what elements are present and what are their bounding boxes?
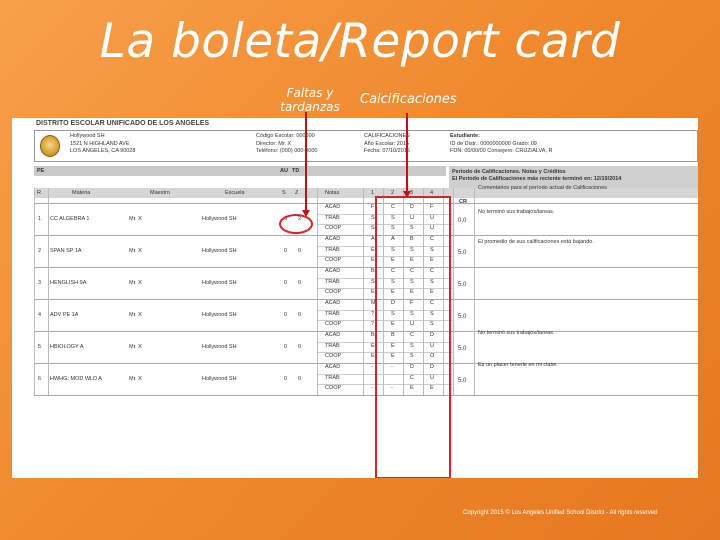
director-line: Director: Mr. X — [256, 140, 292, 147]
grade-cell: E — [430, 385, 434, 392]
column-divider — [474, 188, 475, 395]
grade-cell: E — [371, 353, 375, 360]
table-bottom-line — [34, 395, 698, 396]
col-p1: 1 — [371, 190, 375, 196]
col-s: S — [282, 190, 286, 196]
student-line: Estudiante: — [450, 133, 480, 139]
grade-cell: S — [391, 310, 395, 317]
mark-type: COOP — [325, 225, 342, 232]
col-escuela: Escuela — [225, 190, 245, 196]
course-absences: 0 — [284, 375, 288, 382]
course-divider — [34, 331, 698, 332]
calif-line: Año Escolar: 2015 — [364, 140, 409, 147]
course-number: 5 — [38, 343, 42, 350]
col-materia: Materia — [72, 190, 91, 196]
course-tardies: 0 — [298, 375, 302, 382]
director-info — [256, 133, 317, 156]
mark-type: TRAB — [325, 374, 340, 381]
course-teacher: Mr. X — [129, 343, 142, 350]
course-teacher: Mr. X — [129, 215, 142, 222]
note-calcificaciones: Calcificaciones — [360, 92, 457, 107]
course-school: Hollywood SH — [202, 343, 237, 350]
grade-cell: S — [410, 353, 414, 360]
td-label: TD — [292, 168, 300, 174]
course-tardies: 0 — [298, 343, 302, 350]
course-divider — [34, 235, 698, 236]
grade-cell: E — [410, 289, 414, 296]
course-tardies: 0 — [298, 311, 302, 318]
course-credit: 5.0 — [458, 249, 467, 256]
grade-cell: S — [410, 225, 414, 232]
grade-cell: E — [371, 257, 375, 264]
comment: No terminó sus trabajos/tareas. — [478, 209, 555, 215]
course-number: 6 — [38, 375, 42, 382]
report-card-image — [12, 118, 698, 478]
grade-cell: B — [391, 332, 395, 338]
grade-cell: D — [410, 364, 414, 370]
grade-cell: E — [391, 289, 395, 296]
grade-cell: - — [371, 364, 373, 370]
grade-cell: S — [410, 310, 414, 317]
course-absences: 0 — [284, 343, 288, 350]
mark-type: COOP — [325, 321, 342, 328]
grade-cell: U — [430, 225, 434, 232]
grade-cell: S — [391, 246, 395, 253]
grade-cell: A — [391, 236, 395, 242]
course-absences: 0 — [284, 311, 288, 318]
grade-cell: S — [371, 225, 375, 232]
course-tardies: 0 — [298, 279, 302, 286]
calif-line: CALIFICACIONES — [364, 133, 410, 139]
student-line: FDN: 00/00/00 Consejero: CRUZ/ALVA, R — [450, 148, 553, 154]
calificaciones-info — [364, 133, 410, 156]
grade-cell: S — [430, 321, 434, 328]
period-line: El Periodo de Calificaciones más reciente terminó en: 12/19/2014 — [452, 176, 622, 182]
grade-cell: U — [410, 214, 414, 221]
grade-cell: C — [410, 268, 414, 274]
grade-cell: F — [371, 204, 375, 210]
col-p3: 3 — [410, 190, 414, 196]
course-absences: 0 — [284, 247, 288, 254]
grade-cell: D — [430, 364, 434, 370]
column-divider — [48, 188, 49, 395]
note-faltas: Faltas y tardanzas — [280, 86, 340, 114]
grade-cell: C — [410, 374, 414, 381]
course-tardies: 2 — [298, 215, 302, 222]
grade-cell: S — [391, 278, 395, 285]
school-line: 1521 N HIGHLAND AVE — [70, 140, 130, 147]
course-school: Hollywood SH — [202, 279, 237, 286]
school-line: Hollywood SH — [70, 133, 105, 139]
grade-cell: E — [371, 342, 375, 349]
grade-cell: F — [430, 204, 434, 210]
student-info — [450, 133, 553, 156]
grade-cell: C — [391, 204, 395, 210]
course-subject: ADV PE 1A — [50, 311, 79, 318]
calif-line: Fecha: 07/10/2015 — [364, 148, 410, 154]
mark-type: ACAD — [325, 364, 341, 370]
course-absences: 0 — [284, 215, 288, 222]
grade-cell: E — [430, 257, 434, 264]
grade-cell: E — [391, 257, 395, 264]
col-notas: Notas — [325, 190, 340, 196]
mark-type: ACAD — [325, 332, 341, 338]
au-label: AU — [280, 168, 288, 174]
arrow-down-icon — [302, 210, 310, 217]
grade-cell: D — [410, 204, 414, 210]
course-credit: 0.0 — [458, 217, 467, 224]
course-teacher: Mr. X — [129, 375, 142, 382]
course-divider — [34, 267, 698, 268]
grade-cell: E — [391, 342, 395, 349]
grade-cell: E — [371, 289, 375, 296]
comment: El promedio de sus calificaciones está bajando. — [478, 239, 594, 245]
grade-cell: ? — [371, 321, 375, 328]
column-divider — [34, 188, 35, 395]
grade-cell: S — [371, 214, 375, 221]
mark-type: ACAD — [325, 204, 341, 210]
mark-type: TRAB — [325, 342, 340, 349]
comments-header: Comentarios para el período actual de Calificaciones — [478, 185, 608, 191]
course-subject: HWHG: MOD WLD A — [50, 375, 102, 382]
grade-cell: C — [430, 236, 434, 242]
grade-cell: S — [430, 246, 434, 253]
grade-cell: S — [410, 278, 414, 285]
grade-cell: C — [430, 300, 434, 306]
course-tardies: 0 — [298, 247, 302, 254]
grade-cell: B — [371, 332, 375, 338]
column-divider — [317, 188, 318, 395]
course-subject: SPAN SP 1A — [50, 247, 82, 254]
col-r: R — [37, 190, 41, 196]
course-school: Hollywood SH — [202, 375, 237, 382]
col-maestro: Maestro — [150, 190, 170, 196]
grade-cell: E — [410, 385, 414, 392]
grade-cell: S — [391, 214, 395, 221]
course-school: Hollywood SH — [202, 215, 237, 222]
grade-cell: D — [391, 300, 395, 306]
course-credit: 5.0 — [458, 377, 467, 384]
course-number: 3 — [38, 279, 42, 286]
student-line: ID de Distr.: 0000000000 Grado: 09 — [450, 140, 537, 147]
grade-cell: M — [371, 300, 376, 306]
grade-cell: F — [410, 300, 414, 306]
school-info — [70, 133, 135, 156]
grade-cell: C — [430, 268, 434, 274]
course-school: Hollywood SH — [202, 247, 237, 254]
director-line: Código Escolar: 000000 — [256, 133, 315, 139]
grade-cell: S — [410, 246, 414, 253]
course-credit: 5.0 — [458, 313, 467, 320]
grade-cell: E — [410, 257, 414, 264]
course-school: Hollywood SH — [202, 311, 237, 318]
mark-type: ACAD — [325, 268, 341, 274]
course-divider — [34, 363, 698, 364]
grade-cell: B — [371, 268, 375, 274]
grade-cell: - — [371, 385, 373, 392]
grade-cell: S — [391, 225, 395, 232]
mark-type: TRAB — [325, 278, 340, 285]
course-teacher: Mr. X — [129, 311, 142, 318]
mark-type: COOP — [325, 353, 342, 360]
grade-cell: U — [410, 321, 414, 328]
grades-highlight-rect — [375, 196, 451, 478]
grade-cell: - — [391, 385, 393, 392]
col-z: Z — [295, 190, 299, 196]
grade-cell: C — [391, 268, 395, 274]
district-seal-icon — [40, 135, 60, 157]
course-teacher: Mr. X — [129, 279, 142, 286]
grade-cell: A — [371, 236, 375, 242]
course-number: 4 — [38, 311, 42, 318]
mark-type: TRAB — [325, 310, 340, 317]
course-number: 2 — [38, 247, 42, 254]
course-credit: 5.0 — [458, 281, 467, 288]
course-subject: HENGLISH 9A — [50, 279, 87, 286]
mark-type: TRAB — [325, 214, 340, 221]
director-line: Teléfono: (000) 000-0000 — [256, 148, 318, 154]
mark-type: ACAD — [325, 236, 341, 242]
pe-bar — [34, 166, 446, 176]
course-subject: HBIOLOGY A — [50, 343, 84, 350]
arrow-line-calificaciones — [406, 113, 408, 193]
grade-cell: C — [410, 332, 414, 338]
grade-cell: D — [430, 332, 434, 338]
mark-type: COOP — [325, 289, 342, 296]
mark-type: TRAB — [325, 246, 340, 253]
grade-cell: S — [371, 278, 375, 285]
pe-label: PE — [37, 168, 45, 174]
grade-cell: E — [430, 289, 434, 296]
arrow-down-icon — [403, 190, 414, 198]
comment: No terminó sus trabajos/tareas. — [478, 330, 555, 336]
grade-cell: U — [430, 214, 434, 221]
mark-type: COOP — [325, 257, 342, 264]
grade-cell: B — [410, 236, 414, 242]
grade-cell: ? — [371, 310, 375, 317]
col-p4: 4 — [430, 190, 434, 196]
absences-highlight-oval — [279, 214, 313, 234]
course-teacher: Mr. X — [129, 247, 142, 254]
course-absences: 0 — [284, 279, 288, 286]
grade-cell: S — [430, 310, 434, 317]
column-divider — [453, 188, 454, 395]
course-subject: CC ALGEBRA 1 — [50, 215, 90, 222]
grade-cell: O — [430, 353, 435, 360]
grade-cell: S — [430, 278, 434, 285]
course-divider — [34, 299, 698, 300]
grade-cell: S — [410, 342, 414, 349]
grade-cell: U — [430, 342, 434, 349]
grade-cell: U — [430, 374, 434, 381]
mark-type: COOP — [325, 385, 342, 392]
col-p2: 2 — [391, 190, 395, 196]
grade-cell: - — [391, 364, 393, 370]
course-number: 1 — [38, 215, 42, 222]
course-divider — [34, 203, 698, 204]
period-line: Periodo de Calificaciones. Notas y Créditos — [452, 169, 566, 175]
course-credit: 5.0 — [458, 345, 467, 352]
district-name: DISTRITO ESCOLAR UNIFICADO DE LOS ANGELES — [36, 120, 210, 127]
column-divider — [363, 188, 364, 395]
arrow-line-faltas — [305, 112, 307, 212]
school-line: LOS ANGELES, CA 90028 — [70, 148, 136, 154]
cr-label: CR — [459, 199, 467, 205]
grade-cell: E — [391, 353, 395, 360]
comment: Es un placer tenerle en mi clase. — [478, 362, 558, 368]
copyright-text: Copyright 2015 © Los Angeles Unified School District - All rights reserved — [463, 510, 658, 516]
mark-type: ACAD — [325, 300, 341, 306]
grade-cell: E — [391, 321, 395, 328]
grade-cell: E — [371, 246, 375, 253]
slide-title: La boleta/Report card — [99, 14, 621, 69]
